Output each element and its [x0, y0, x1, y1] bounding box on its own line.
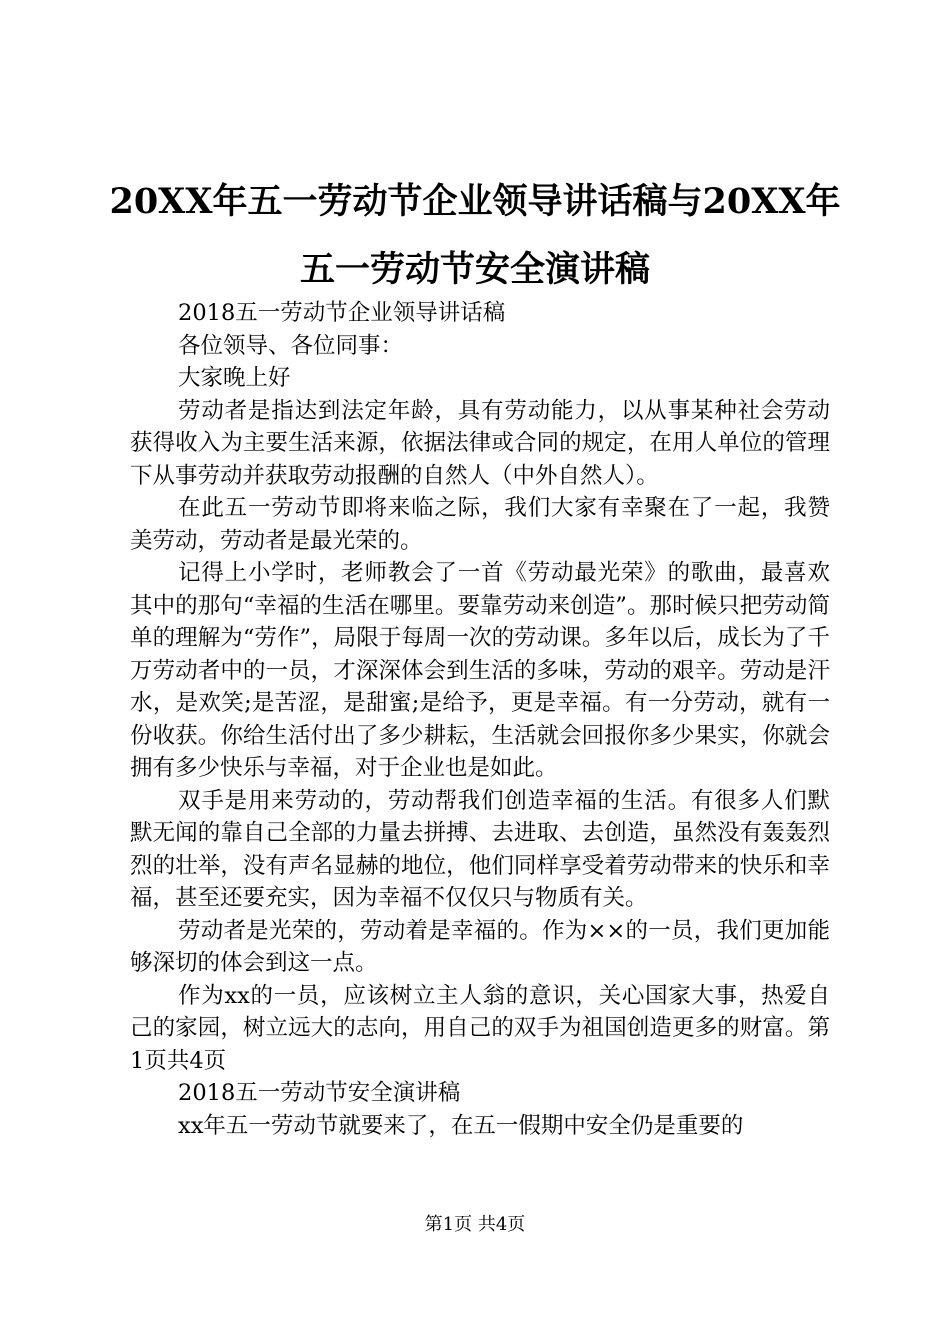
- paragraph-definition: 劳动者是指达到法定年龄，具有劳动能力，以从事某种社会劳动获得收入为主要生活来源，依据法律或合同的规定，在用人单位的管理下从事劳动并获取劳动报酬的自然人（中外自然人）。: [130, 397, 830, 489]
- salutation: 各位领导、各位同事：: [178, 332, 404, 359]
- section-heading-speech: 2018五一劳动节企业领导讲话稿: [178, 300, 506, 326]
- paragraph-ownership: 作为xx的一员，应该树立主人翁的意识，关心国家大事，热爱自己的家园，树立远大的志向，用自己的双手为祖国创造更多的财富。第1页共4页: [130, 982, 830, 1074]
- title-line-2: 五一劳动节安全演讲稿: [299, 249, 650, 290]
- document-body: [130, 297, 830, 1142]
- paragraph-memory: 记得上小学时，老师教会了一首《劳动最光荣》的歌曲，最喜欢其中的那句“幸福的生活在哪里。要靠劳动来创造”。那时候只把劳动简单的理解为“劳作”，局限于每周一次的劳动课。多年以后，成长为了千万劳动者中的一员，才深深体会到生活的多味，劳动的艰辛。劳动是汗水，是欢笑;是苦涩，是甜蜜;是给予，更是幸福。有一分劳动，就有一份收获。你给生活付出了多少耕耘，生活就会回报你多少果实，你就会拥有多少快乐与幸福，对于企业也是如此。: [130, 560, 830, 781]
- page-footer: [0, 1213, 950, 1237]
- section-heading-safety: 2018五一劳动节安全演讲稿: [178, 1080, 461, 1106]
- greeting: 大家晚上好: [178, 365, 291, 391]
- paragraph-glory: 劳动者是光荣的，劳动着是幸福的。作为××的一员，我们更加能够深切的体会到这一点。: [130, 917, 830, 976]
- page-number-label: 第1页 共4页: [424, 1214, 526, 1235]
- document-title: [95, 168, 855, 304]
- paragraph-hands: 双手是用来劳动的，劳动帮我们创造幸福的生活。有很多人们默默无闻的靠自己全部的力量去拼搏、去进取、去创造，虽然没有轰轰烈烈的壮举，没有声名显赫的地位，他们同样享受着劳动带来的快乐和幸福，甚至还要充实，因为幸福不仅仅只与物质有关。: [130, 787, 830, 911]
- paragraph-occasion: 在此五一劳动节即将来临之际，我们大家有幸聚在了一起，我赞美劳动，劳动者是最光荣的。: [130, 495, 830, 554]
- title-line-1: 20XX年五一劳动节企业领导讲话稿与20XX年: [109, 181, 841, 222]
- paragraph-safety-intro: xx年五一劳动节就要来了，在五一假期中安全仍是重要的: [178, 1112, 744, 1139]
